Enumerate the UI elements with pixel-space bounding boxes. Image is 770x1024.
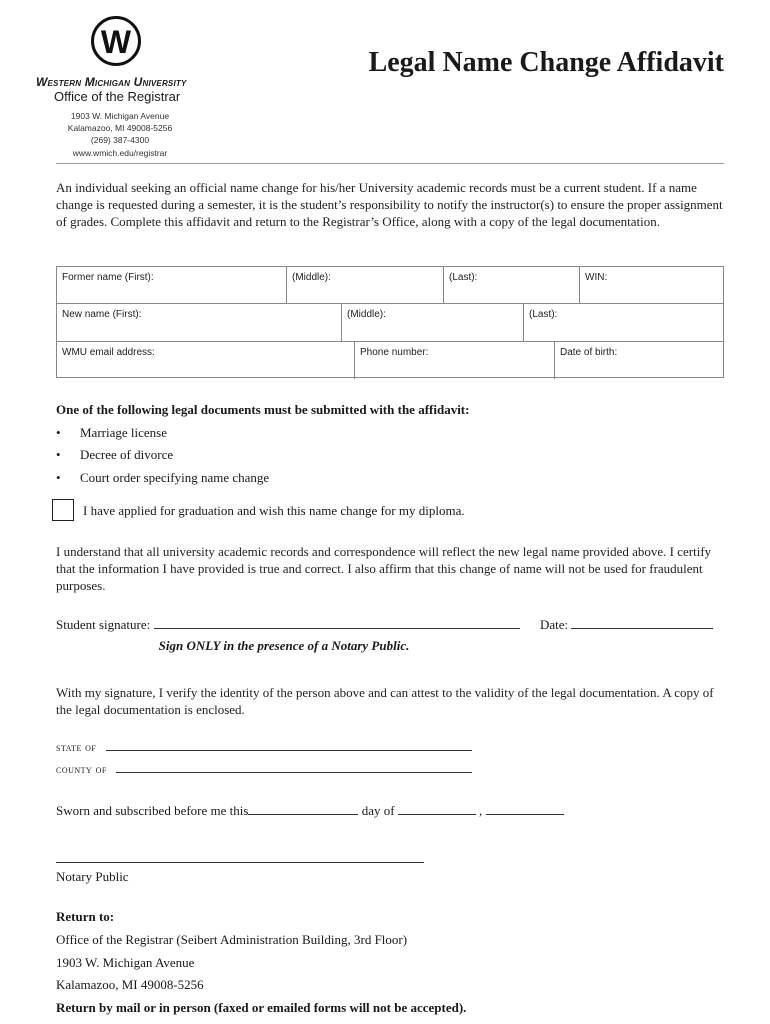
sworn-year-line[interactable]: [486, 802, 564, 815]
state-line[interactable]: [106, 738, 472, 751]
bullet: •: [56, 425, 61, 440]
address-block: [40, 110, 200, 159]
student-signature-line[interactable]: [154, 616, 520, 629]
return-note: Return by mail or in person (faxed or emailed forms will not be accepted).: [56, 1000, 467, 1015]
date-of-birth-field[interactable]: Date of birth:: [554, 342, 725, 379]
list-item: [56, 470, 269, 486]
signature-date-row: [540, 616, 713, 633]
student-signature-label: Student signature:: [56, 617, 151, 632]
return-address-line: 1903 W. Michigan Avenue: [56, 955, 195, 970]
address-phone: (269) 387-4300: [90, 135, 150, 146]
state-label: state of: [56, 742, 97, 754]
document-item-label: Marriage license: [80, 425, 167, 440]
address-city: Kalamazoo, MI 49008-5256: [67, 123, 173, 134]
sworn-subscribed-row: [56, 802, 564, 819]
graduation-checkbox[interactable]: [52, 499, 74, 521]
logo-letter: W: [100, 24, 132, 60]
documents-heading: One of the following legal documents must be submitted with the affidavit:: [56, 402, 470, 417]
return-address-line: Kalamazoo, MI 49008-5256: [56, 977, 204, 992]
student-signature-row: [56, 616, 520, 633]
day-of-label: day of: [361, 803, 395, 818]
former-last-name-field[interactable]: (Last):: [443, 267, 579, 303]
university-name: Western Michigan University: [36, 75, 187, 89]
win-field[interactable]: WIN:: [579, 267, 725, 303]
office-name: Office of the Registrar: [54, 89, 181, 104]
state-row: [56, 738, 472, 755]
new-last-name-field[interactable]: (Last):: [523, 304, 725, 341]
header-divider: [56, 163, 724, 164]
document-title: Legal Name Change Affidavit: [368, 47, 724, 78]
email-field[interactable]: WMU email address:: [62, 347, 155, 358]
return-heading: Return to:: [56, 909, 115, 924]
document-item-label: Court order specifying name change: [80, 470, 270, 485]
sworn-prefix: Sworn and subscribed before me this: [56, 803, 249, 818]
sworn-comma: ,: [479, 803, 483, 818]
address-street: 1903 W. Michigan Avenue: [70, 111, 170, 121]
form-row-new-name: [57, 304, 723, 342]
new-first-name-field[interactable]: New name (First):: [62, 309, 142, 320]
verification-paragraph: With my signature, I verify the identity of the person above and can attest to the validity of the legal documentation. A copy of the legal documentation is enclosed.: [56, 685, 714, 717]
county-row: [56, 760, 472, 777]
return-address-line: Office of the Registrar (Seibert Administration Building, 3rd Floor): [56, 932, 408, 947]
intro-paragraph: An individual seeking an official name change for his/her University academic records must be a current student. If a name change is requested during a semester, it is the student’s responsibility to notify the instructor(s) to ensure the proper assignment of grades. Complete this affidavit and return to the Registrar’s Office, along with a copy of the legal documentation.: [56, 180, 723, 229]
address-website: www.wmich.edu/registrar: [72, 147, 168, 158]
form-row-contact: [57, 342, 723, 379]
signature-date-line[interactable]: [571, 616, 713, 629]
notary-instruction: Sign ONLY in the presence of a Notary Public.: [158, 638, 410, 653]
former-middle-name-field[interactable]: (Middle):: [286, 267, 443, 303]
list-item: [56, 447, 173, 463]
document-item-label: Decree of divorce: [80, 447, 174, 462]
list-item: [56, 425, 167, 441]
graduation-checkbox-label: I have applied for graduation and wish this name change for my diploma.: [83, 503, 465, 518]
phone-number-field[interactable]: Phone number:: [354, 342, 554, 379]
former-first-name-field[interactable]: Former name (First):: [62, 272, 154, 283]
bullet: •: [56, 447, 61, 462]
county-label: county of: [56, 764, 107, 776]
sworn-month-line[interactable]: [398, 802, 476, 815]
certification-paragraph: I understand that all university academic records and correspondence will reflect the new legal name provided above. I certify that the information I have provided is true and correct. I also affirm that this change of name will not be used for fraudulent purposes.: [56, 544, 712, 593]
form-row-former-name: [57, 267, 723, 304]
sworn-day-line[interactable]: [248, 802, 358, 815]
name-change-form-table: [56, 266, 724, 378]
bullet: •: [56, 470, 61, 485]
new-middle-name-field[interactable]: (Middle):: [341, 304, 523, 341]
county-line[interactable]: [116, 760, 472, 773]
notary-public-label: Notary Public: [56, 869, 129, 884]
university-logo: [91, 16, 141, 66]
signature-date-label: Date:: [540, 617, 569, 632]
notary-signature-line[interactable]: [56, 862, 424, 863]
